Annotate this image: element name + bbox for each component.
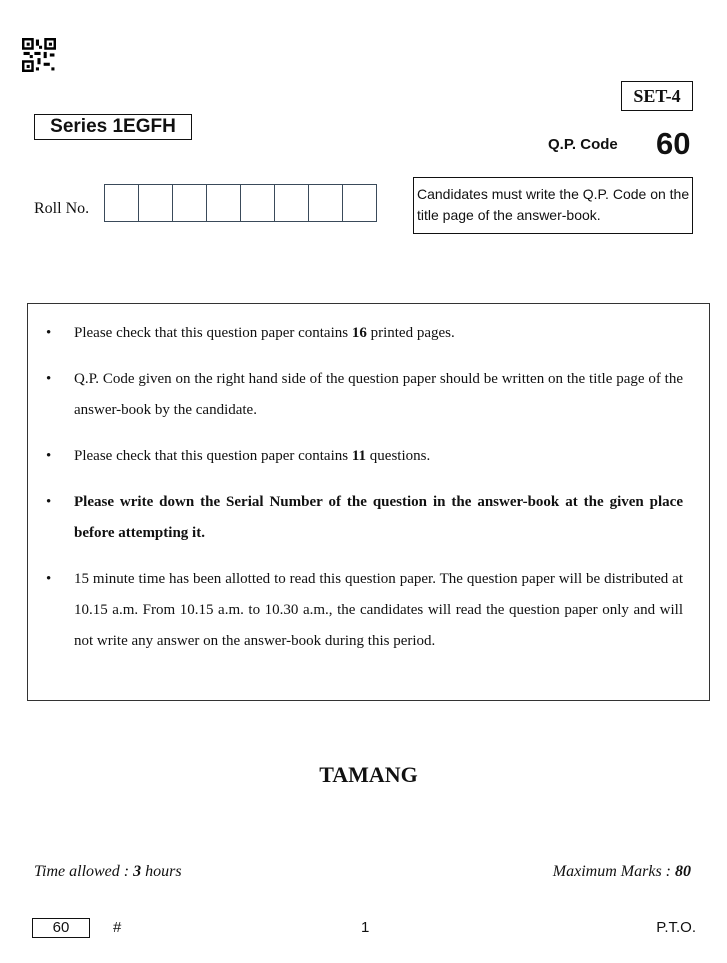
set-label: SET-4 <box>621 81 693 111</box>
bullet-icon: • <box>46 325 52 341</box>
qp-code-note: Candidates must write the Q.P. Code on the title page of the answer-book. <box>413 177 693 234</box>
roll-digit-box[interactable] <box>309 185 343 221</box>
roll-number-boxes[interactable] <box>104 184 377 222</box>
please-turn-over: P.T.O. <box>656 919 696 936</box>
instruction-item <box>46 364 683 426</box>
marks-value: 80 <box>675 863 691 880</box>
bullet-icon: • <box>46 494 52 510</box>
instruction-text: printed pages. <box>366 325 455 341</box>
roll-digit-box[interactable] <box>275 185 309 221</box>
instruction-text: 15 minute time has been allotted to read this question paper. The question paper will be distributed at 10.15 a.m. From 10.15 a.m. to 10.30 a.m., the candidates will read the question paper only and will not write any answer on the answer-book during this period. <box>74 571 683 649</box>
footer-hash: # <box>113 919 122 936</box>
roll-digit-box[interactable] <box>105 185 139 221</box>
qp-code-value: 60 <box>656 126 691 161</box>
instruction-text: Please check that this question paper contains <box>74 448 352 464</box>
instruction-text: Please write down the Serial Number of the question in the answer-book at the given place before attempting it. <box>74 494 683 541</box>
roll-digit-box[interactable] <box>241 185 275 221</box>
bullet-icon: • <box>46 571 52 587</box>
maximum-marks <box>553 863 691 881</box>
instruction-text: Q.P. Code given on the right hand side of the question paper should be written on the title page of the answer-book by the candidate. <box>74 371 683 418</box>
bullet-icon: • <box>46 448 52 464</box>
instruction-text: questions. <box>366 448 431 464</box>
instruction-item <box>46 318 683 349</box>
instruction-item <box>46 487 683 549</box>
roll-number-label: Roll No. <box>34 200 90 217</box>
roll-digit-box[interactable] <box>173 185 207 221</box>
page-number: 1 <box>361 919 370 936</box>
roll-digit-box[interactable] <box>139 185 173 221</box>
roll-digit-box[interactable] <box>207 185 241 221</box>
time-value: 3 <box>133 863 142 880</box>
footer-code: 60 <box>32 918 90 938</box>
instructions-box <box>27 303 710 701</box>
series-label: Series 1EGFH <box>34 114 192 140</box>
marks-label: Maximum Marks : <box>552 863 675 880</box>
instruction-item <box>46 441 683 472</box>
time-allowed <box>34 863 182 881</box>
instruction-item <box>46 564 683 657</box>
instruction-text: 11 <box>351 448 367 464</box>
qp-code-label: Q.P. Code <box>548 136 618 153</box>
instruction-text: Please check that this question paper contains <box>74 325 352 341</box>
subject-title: TAMANG <box>319 762 418 787</box>
instructions-list <box>28 304 709 657</box>
instruction-text: 16 <box>351 325 367 341</box>
roll-digit-box[interactable] <box>343 185 376 221</box>
time-label: Time allowed : <box>34 863 134 880</box>
bullet-icon: • <box>46 371 52 387</box>
time-unit: hours <box>141 863 182 880</box>
qr-code-icon <box>22 38 56 72</box>
